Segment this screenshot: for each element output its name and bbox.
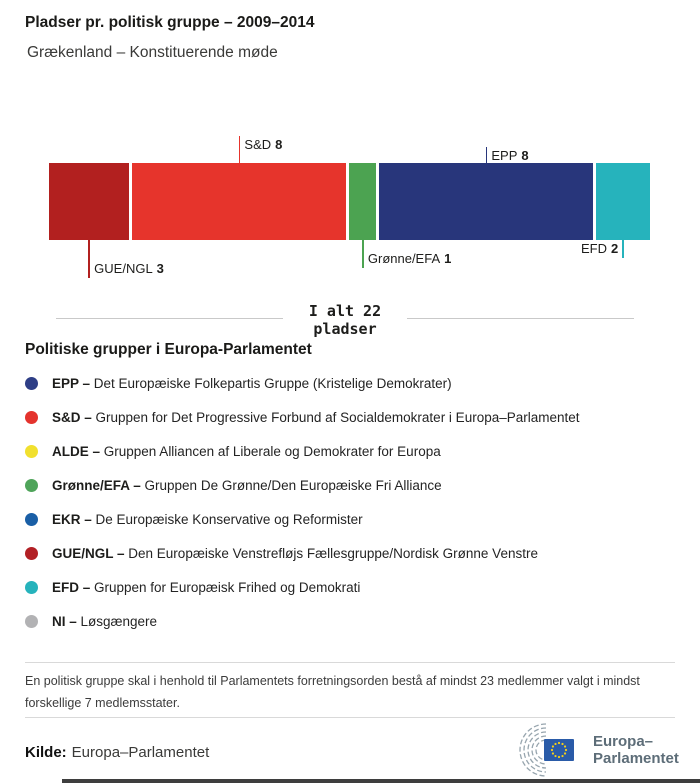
bar-label-s-d [244, 137, 282, 153]
legend-item-gr-nne-efa [25, 468, 675, 502]
legend-heading: Politiske grupper i Europa-Parlamentet [25, 341, 312, 358]
footnote-divider-bottom [25, 717, 675, 718]
bar-label-epp [491, 148, 528, 164]
leader-line-efd [622, 240, 624, 258]
ep-logo-text [593, 733, 679, 767]
legend-item-label: Grønne/EFA – Gruppen De Grønne/Den Europæiske Fri Alliance [52, 477, 442, 493]
legend-item-alde [25, 434, 675, 468]
bar-label-seat-count: 1 [444, 251, 452, 266]
legend-item-label: NI – Løsgængere [52, 613, 158, 629]
bar-segment-epp[interactable] [379, 163, 593, 240]
bar-label-group-name: S&D [244, 137, 272, 152]
legend-item-efd [25, 570, 675, 604]
legend-item-label: ALDE – Gruppen Alliancen af Liberale og Demokrater for Europa [52, 443, 441, 459]
bar-segment-gue-ngl[interactable] [49, 163, 129, 240]
bar-label-group-name: Grønne/EFA [367, 251, 441, 266]
legend-item-gue-ngl [25, 536, 675, 570]
ep-logo-hemicycle-icon [512, 721, 586, 779]
page-title: Pladser pr. politisk gruppe – 2009–2014 [25, 14, 315, 31]
ep-logo-text-line2: Parlamentet [593, 750, 679, 767]
bar-label-seat-count: 8 [275, 137, 283, 152]
total-seats-divider [56, 302, 634, 338]
legend-item-label: EKR – De Europæiske Konservative og Reformister [52, 511, 363, 527]
source-value: Europa–Parlamentet [71, 744, 210, 761]
legend-item-label: GUE/NGL – Den Europæiske Venstrefløjs Fællesgruppe/Nordisk Grønne Venstre [52, 545, 538, 561]
leader-line-s-d [239, 136, 241, 163]
bar-label-seat-count: 2 [611, 241, 619, 256]
seats-stacked-bar [49, 163, 650, 240]
total-seats-label [283, 302, 407, 338]
legend-item-label: EFD – Gruppen for Europæisk Frihed og Demokrati [52, 579, 361, 595]
legend-item-epp [25, 366, 675, 400]
bar-segment-s-d[interactable] [132, 163, 346, 240]
ep-logo-text-line1: Europa– [593, 733, 654, 750]
legend-item-s-d [25, 400, 675, 434]
legend-item-label: EPP – Det Europæiske Folkepartis Gruppe (Kristelige Demokrater) [52, 375, 452, 391]
bar-label-gue-ngl [94, 261, 164, 277]
legend-color-dot [25, 445, 38, 458]
bar-label-seat-count: 3 [156, 261, 164, 276]
bar-label-group-name: EFD [581, 241, 607, 256]
footnote-text: En politisk gruppe skal i henhold til Parlamentets forretningsorden bestå af mindst 23 medlemmer valgt i mindst forskellige 7 medlemsstater. [25, 674, 640, 710]
leader-line-gr-nne-efa [362, 240, 364, 268]
page-subtitle: Grækenland – Konstituerende møde [27, 44, 278, 61]
bar-label-group-name: EPP [491, 148, 518, 163]
source-line [25, 744, 209, 761]
bar-label-efd [581, 241, 618, 257]
legend-color-dot [25, 479, 38, 492]
bar-label-group-name: GUE/NGL [94, 261, 153, 276]
legend-color-dot [25, 513, 38, 526]
bar-segment-gr-nne-efa[interactable] [349, 163, 376, 240]
footnote-divider-top [25, 662, 675, 663]
legend-item-label: S&D – Gruppen for Det Progressive Forbund af Socialdemokrater i Europa–Parlamentet [52, 409, 580, 425]
legend-item-ni [25, 604, 675, 638]
source-label: Kilde: [25, 744, 67, 761]
divider-rule-right [407, 318, 634, 319]
divider-rule-left [56, 318, 283, 319]
bar-label-seat-count: 8 [521, 148, 529, 163]
leader-line-epp [486, 147, 488, 163]
political-groups-legend [25, 366, 675, 638]
legend-color-dot [25, 547, 38, 560]
leader-line-gue-ngl [88, 240, 90, 278]
legend-color-dot [25, 615, 38, 628]
total-seats-line2: pladser [313, 320, 377, 338]
legend-item-ekr [25, 502, 675, 536]
bottom-edge-bar [62, 779, 700, 783]
bar-label-gr-nne-efa [368, 251, 451, 267]
legend-color-dot [25, 377, 38, 390]
bar-segment-efd[interactable] [596, 163, 650, 240]
legend-color-dot [25, 581, 38, 594]
legend-color-dot [25, 411, 38, 424]
total-seats-line1: I alt 22 [308, 302, 382, 320]
ep-logo [512, 721, 679, 779]
